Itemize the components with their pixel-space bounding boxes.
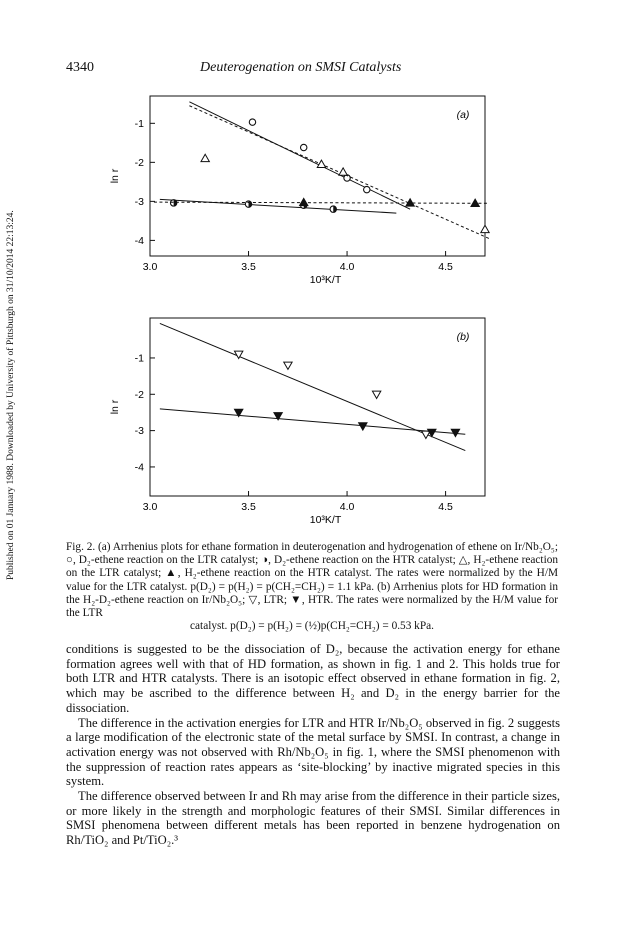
series-filled-inverted-triangle bbox=[160, 409, 465, 437]
x-tick-label: 4.0 bbox=[339, 501, 355, 513]
x-axis-label: 10³K/T bbox=[309, 274, 342, 286]
half-filled-circle-marker bbox=[245, 201, 251, 207]
y-tick-label: -4 bbox=[134, 461, 144, 474]
body-text bbox=[66, 642, 560, 848]
filled-triangle-marker bbox=[300, 198, 308, 205]
fit-line bbox=[154, 202, 489, 203]
plot-frame bbox=[150, 96, 485, 256]
series-half-circle bbox=[160, 199, 396, 213]
x-tick-label: 3.5 bbox=[241, 501, 256, 513]
panel-label: (a) bbox=[456, 109, 470, 121]
open-inverted-triangle-marker bbox=[372, 391, 380, 398]
x-tick-label: 3.0 bbox=[142, 261, 158, 273]
caption-line: catalyst; △, H₂-ethene reaction on the LTR catalyst; ▲, H₂-ethene reaction on the HTR bbox=[66, 554, 559, 580]
caption-line: catalyst. p(D₂) = p(H₂) = (½)p(CH₂=CH₂) = 0.53 kPa. bbox=[190, 620, 434, 633]
page-number: 4340 bbox=[66, 60, 94, 75]
fit-line bbox=[160, 409, 465, 434]
caption-line: catalyst. The rates were normalized by the H/M value for the LTR catalyst. p(D₂) = p(H₂) = bbox=[66, 567, 559, 593]
y-tick-label: -3 bbox=[134, 425, 144, 438]
y-axis-label: ln r bbox=[109, 399, 121, 415]
open-circle-marker bbox=[364, 186, 370, 192]
x-tick-label: 4.5 bbox=[438, 501, 453, 513]
paragraph: The difference in the activation energies for LTR and HTR Ir/Nb₂O₅ observed in fig. 2 suggests a large modification of the electronic state of the metal surface by SMSI. In contrast, a change in activation energy was not observed with Rh/Nb₂O₅ in fig. 1, where the SMSI phenomenon with the suppression of reaction rates appears as ‘site-blocking’ by inactive migrated species in this system. bbox=[66, 715, 560, 789]
y-tick-label: -4 bbox=[134, 234, 144, 247]
open-circle-marker bbox=[249, 119, 255, 125]
y-tick-label: -1 bbox=[134, 352, 144, 365]
figure-2a-arrhenius-plot bbox=[100, 88, 500, 298]
series-filled-triangle bbox=[154, 198, 489, 206]
download-watermark bbox=[4, 140, 18, 580]
paragraph: conditions is suggested to be the dissociation of D₂, because the activation energy for ethane formation agrees well with that of HD formation, as shown in fig. 1 and 2. This holds true for both LTR and HTR catalysts. There is an isotopic effect observed in ethane formation in fig. 2, which may be ascribed to the difference between H₂ and D₂ in the energy barrier for the dissociation. bbox=[66, 642, 560, 715]
x-tick-label: 4.0 bbox=[339, 261, 355, 273]
fit-line bbox=[189, 102, 410, 209]
y-tick-label: -2 bbox=[134, 156, 144, 169]
x-tick-label: 4.5 bbox=[438, 261, 453, 273]
open-triangle-marker bbox=[481, 225, 489, 232]
caption-line: Fig. 2. (a) Arrhenius plots for ethane formation in deuterogenation and hydrogenation of ethene bbox=[66, 541, 498, 553]
half-filled-circle-marker bbox=[330, 206, 336, 212]
filled-triangle-marker bbox=[471, 199, 479, 206]
figure-2b-arrhenius-plot bbox=[100, 310, 500, 538]
open-inverted-triangle-marker bbox=[284, 362, 292, 369]
fit-line bbox=[160, 323, 465, 450]
caption-line: on Ir/Nb₂O₅; ○, D₂-ethene reaction on the LTR catalyst; ◑, D₂-ethene reaction on the HTR bbox=[66, 541, 559, 567]
plot-frame bbox=[150, 318, 485, 496]
y-tick-label: -2 bbox=[134, 388, 144, 401]
open-circle-marker bbox=[301, 144, 307, 150]
half-filled-circle-marker bbox=[170, 200, 176, 206]
fit-line bbox=[160, 199, 396, 213]
y-tick-label: -3 bbox=[134, 195, 144, 208]
running-title: Deuterogenation on SMSI Catalysts bbox=[200, 60, 402, 75]
x-axis-label: 10³K/T bbox=[309, 514, 342, 526]
open-triangle-marker bbox=[339, 168, 347, 175]
open-triangle-marker bbox=[317, 160, 325, 167]
figure-caption bbox=[66, 541, 558, 633]
x-tick-label: 3.0 bbox=[142, 501, 158, 513]
series-open-circle bbox=[189, 102, 410, 209]
paragraph: The difference observed between Ir and Rh may arise from the difference in their particle sizes, or more likely in the strength and morphologic features of their SMSI. Similar differences in SMSI phenomena between different metals has been reported in benzene hydrogenation on Rh/TiO₂ and Pt/TiO₂.³ bbox=[66, 789, 560, 848]
open-triangle-marker bbox=[201, 154, 209, 161]
panel-label: (b) bbox=[456, 331, 470, 343]
caption-line: p(CH₂=CH₂) = 1.1 kPa. (b) Arrhenius plots for HD formation in the H₂-D₂-ethene reaction bbox=[66, 580, 559, 606]
x-tick-label: 3.5 bbox=[241, 261, 256, 273]
series-open-triangle bbox=[189, 106, 489, 239]
series-open-inverted-triangle bbox=[160, 323, 465, 450]
y-axis-label: ln r bbox=[109, 168, 121, 184]
caption-line: on Ir/Nb₂O₅; ▽, LTR; ▼, HTR. The rates were normalized by the H/M value for the LTR bbox=[66, 593, 558, 620]
download-notice-text: Published on 01 January 1988. Downloaded by University of Pittsburgh on 31/10/2014 22:13:24. bbox=[6, 210, 16, 580]
y-tick-label: -1 bbox=[134, 117, 144, 130]
fit-line bbox=[189, 106, 489, 239]
